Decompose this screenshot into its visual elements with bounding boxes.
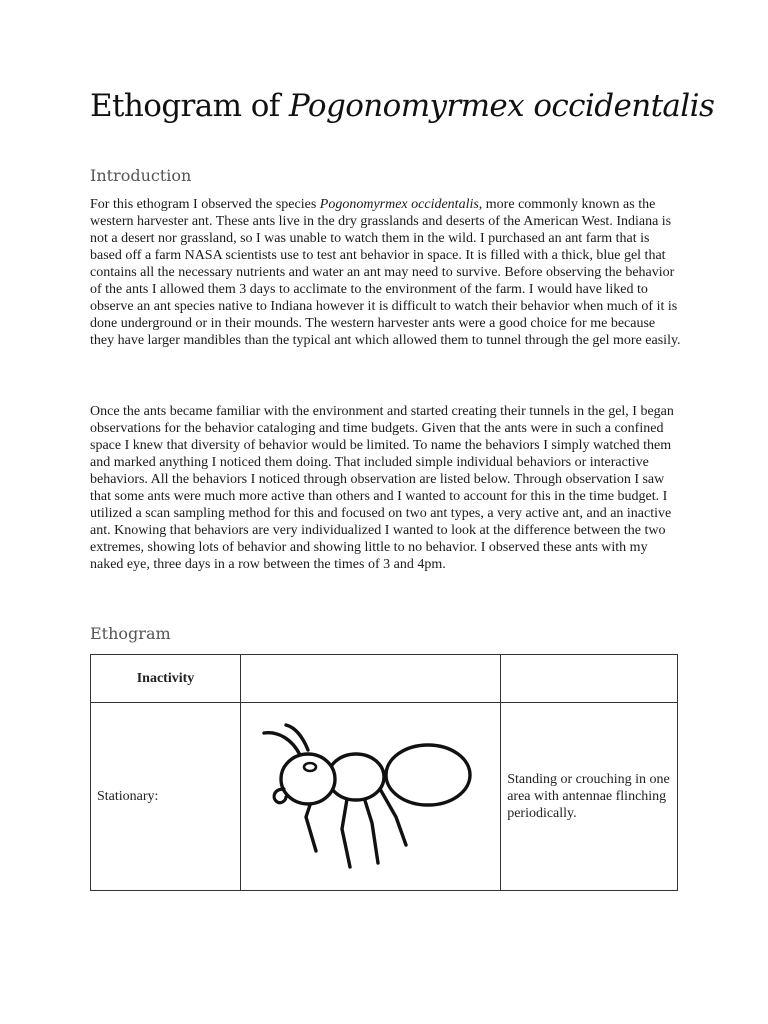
- ant-illustration-icon: [256, 717, 486, 877]
- behavior-label-cell: Stationary:: [91, 703, 241, 891]
- introduction-heading: Introduction: [90, 166, 192, 185]
- description-cell: Standing or crouching in one area with antennae flinching periodically.: [501, 703, 678, 891]
- header-empty-cell-3: [501, 655, 678, 703]
- ethogram-heading: Ethogram: [90, 624, 171, 643]
- header-category-cell: Inactivity: [91, 655, 241, 703]
- intro-paragraph-2: Once the ants became familiar with the environment and started creating their tunnels in the gel, I began observations for the behavior cataloging and time budgets. Given that the ants were in such a confined space I knew that diversity of behavior would be limited. To name the behaviors I simply watched them and marked anything I noticed them doing. That included simple individual behaviors or interactive behaviors. All the behaviors I noticed through observation are listed below. Through observation I saw that some ants were much more active than others and I wanted to account for this in the time budget. I utilized a scan sampling method for this and focused on two ant types, a very active ant, and an inactive ant. Knowing that behaviors are very individualized I wanted to look at the difference between the two extremes, showing lots of behavior and showing little to no behavior. I observed these ants with my naked eye, three days in a row between the times of 3 and 4pm.: [90, 404, 674, 572]
- title-plain: Ethogram of: [90, 88, 289, 124]
- illustration-cell: [241, 703, 501, 891]
- page-title: [90, 88, 714, 124]
- intro-paragraph-1: [90, 196, 682, 349]
- intro-p1-lead: For this ethogram I observed the species: [90, 197, 320, 212]
- title-species: Pogonomyrmex occidentalis: [288, 88, 715, 124]
- intro-p1-body: , more commonly known as the western harvester ant. These ants live in the dry grasslands and deserts of the American West. Indiana is not a desert nor grassland, so I was unable to watch them in the wild. I purchased an ant farm that is based off a farm NASA scientists use to test ant behavior in space. It is filled with a thick, blue gel that contains all the necessary nutrients and water an ant may need to survive. Before observing the behavior of the ants I allowed them 3 days to acclimate to the environment of the farm. I would have liked to observe an ant species native to Indiana however it is difficult to watch their behavior when much of it is done underground or in their mounds. The western harvester ants were a good choice for me because they have larger mandibles than the typical ant which allowed them to tunnel through the gel more easily.: [90, 197, 681, 348]
- header-empty-cell-2: [241, 655, 501, 703]
- table-header-row: [91, 655, 678, 703]
- table-row: [91, 703, 678, 891]
- intro-p1-species: Pogonomyrmex occidentalis: [319, 197, 479, 212]
- ethogram-table: [90, 654, 678, 891]
